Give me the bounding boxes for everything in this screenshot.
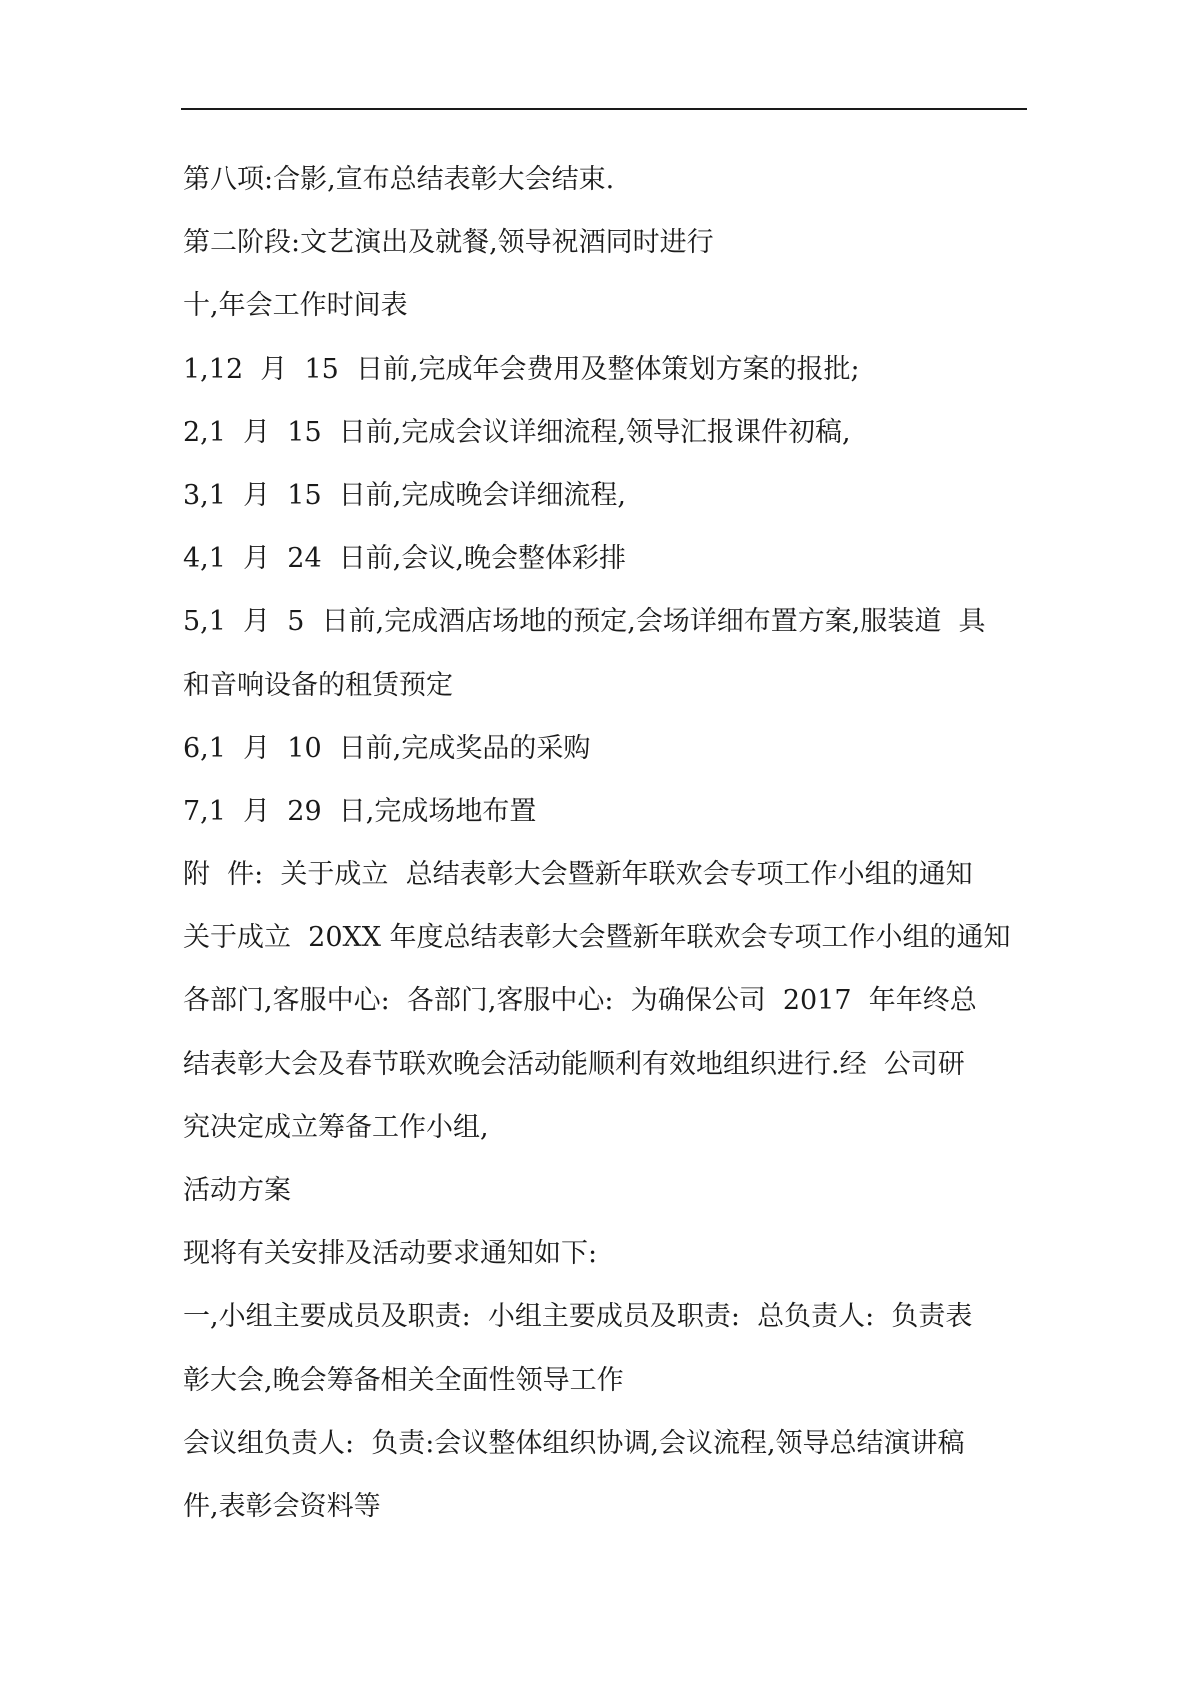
text-line: 第二阶段:文艺演出及就餐,领导祝酒同时进行 (183, 227, 714, 259)
attachment-title: 附 件: 关于成立 总结表彰大会暨新年联欢会专项工作小组的通知 (183, 859, 973, 891)
header-rule (181, 108, 1027, 110)
schedule-item: 6,1 月 10 日前,完成奖品的采购 (183, 732, 591, 764)
text-line: 现将有关安排及活动要求通知如下: (183, 1238, 598, 1270)
text-line: 彰大会,晚会筹备相关全面性领导工作 (183, 1364, 624, 1396)
text-line: 各部门,客服中心: 各部门,客服中心: 为确保公司 2017 年年终总 (183, 985, 977, 1017)
text-line: 件,表彰会资料等 (183, 1490, 381, 1522)
section-heading: 十,年会工作时间表 (183, 290, 408, 322)
document-body (183, 148, 1025, 1538)
schedule-item-continued: 和音响设备的租赁预定 (183, 669, 453, 701)
schedule-item: 2,1 月 15 日前,完成会议详细流程,领导汇报课件初稿, (183, 416, 851, 448)
schedule-item: 4,1 月 24 日前,会议,晚会整体彩排 (183, 543, 626, 575)
text-line: 结表彰大会及春节联欢晚会活动能顺利有效地组织进行.经 公司研 (183, 1048, 965, 1080)
schedule-item: 7,1 月 29 日,完成场地布置 (183, 795, 537, 827)
section-heading: 活动方案 (183, 1175, 291, 1206)
schedule-item: 5,1 月 5 日前,完成酒店场地的预定,会场详细布置方案,服装道 具 (183, 606, 986, 638)
text-line: 究决定成立筹备工作小组, (183, 1111, 489, 1143)
schedule-item: 3,1 月 15 日前,完成晚会详细流程, (183, 479, 626, 511)
text-line: 一,小组主要成员及职责: 小组主要成员及职责: 总负责人: 负责表 (183, 1301, 973, 1333)
schedule-item: 1,12 月 15 日前,完成年会费用及整体策划方案的报批; (183, 353, 860, 385)
text-line: 第八项:合影,宣布总结表彰大会结束. (183, 164, 615, 195)
text-line: 会议组负责人: 负责:会议整体组织协调,会议流程,领导总结演讲稿 (183, 1427, 965, 1459)
notice-title: 关于成立 20XX 年度总结表彰大会暨新年联欢会专项工作小组的通知 (183, 922, 1011, 954)
